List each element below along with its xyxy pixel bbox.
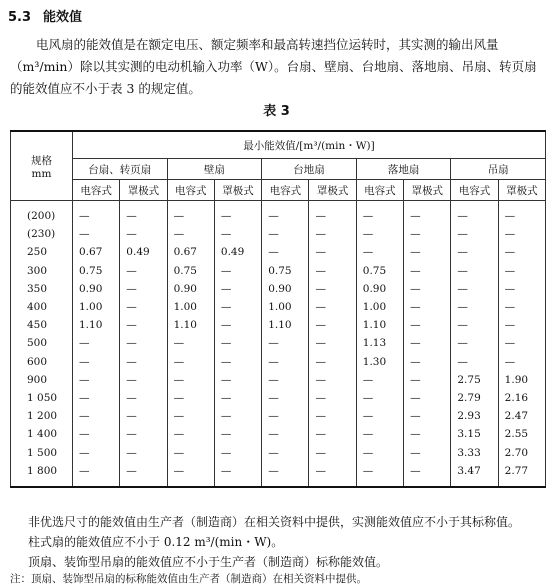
spec-header-cell [11,131,73,201]
value-cell: — [73,443,120,461]
value-cell: 2.47 [498,407,545,425]
value-cell: 0.75 [262,262,309,280]
spec-cell: 600 [11,353,73,371]
value-cell: 2.70 [498,443,545,461]
value-cell: — [404,425,451,443]
value-cell: — [262,425,309,443]
value-cell: 0.90 [167,280,214,298]
table-row [11,298,546,316]
fan-type-header: 壁扇 [167,159,262,180]
motor-type-header: 电容式 [167,180,214,201]
table-row [11,280,546,298]
value-cell: — [214,225,261,243]
table-row [11,389,546,407]
value-cell: — [309,316,356,334]
value-cell: — [309,425,356,443]
value-cell: — [356,201,403,226]
intro-paragraph [10,34,545,100]
table-row [11,225,546,243]
value-cell: — [120,443,167,461]
table-row [11,425,546,443]
value-cell: — [404,462,451,487]
value-cell: — [404,407,451,425]
value-cell: 1.30 [356,353,403,371]
value-cell: — [167,334,214,352]
value-cell: — [167,425,214,443]
motor-type-header: 罩极式 [120,180,167,201]
value-cell: — [262,334,309,352]
value-cell: — [120,371,167,389]
value-cell: — [451,262,498,280]
value-cell: — [309,243,356,261]
spec-cell: (200) [11,201,73,226]
value-cell: — [356,243,403,261]
value-cell: 0.49 [120,243,167,261]
fan-type-header: 吊扇 [451,159,546,180]
value-cell: 0.75 [356,262,403,280]
value-cell: 2.16 [498,389,545,407]
value-cell: 3.33 [451,443,498,461]
motor-type-header: 罩极式 [309,180,356,201]
value-cell: — [356,462,403,487]
value-cell: — [404,443,451,461]
value-cell: — [404,389,451,407]
value-cell: — [356,425,403,443]
note-line: 非优选尺寸的能效值由生产者（制造商）在相关资料中提供，实测能效值应不小于其标称值。 [28,515,521,529]
section-heading [8,6,82,25]
value-cell: — [404,243,451,261]
table-row [11,407,546,425]
value-cell: — [451,353,498,371]
value-cell: 1.00 [356,298,403,316]
value-cell: 1.00 [262,298,309,316]
value-cell: — [167,462,214,487]
value-cell: — [451,225,498,243]
value-cell: 1.13 [356,334,403,352]
value-cell: — [498,262,545,280]
value-cell: 0.90 [262,280,309,298]
value-cell: — [404,353,451,371]
motor-type-header: 电容式 [73,180,120,201]
value-cell: — [262,407,309,425]
value-cell: — [309,225,356,243]
motor-type-header: 罩极式 [404,180,451,201]
table-row [11,353,546,371]
value-cell: — [451,298,498,316]
value-cell: — [167,353,214,371]
value-cell: — [309,280,356,298]
fan-type-header: 台地扇 [262,159,357,180]
value-cell: — [120,262,167,280]
value-cell: — [404,371,451,389]
value-cell: — [73,407,120,425]
value-cell: — [309,298,356,316]
value-cell: 2.77 [498,462,545,487]
value-cell: — [73,334,120,352]
value-cell: — [451,280,498,298]
value-cell: — [262,225,309,243]
value-cell: — [214,280,261,298]
value-cell: — [498,201,545,226]
spec-cell: 350 [11,280,73,298]
spec-cell: 500 [11,334,73,352]
value-cell: — [404,316,451,334]
value-cell: — [498,280,545,298]
spec-cell: 900 [11,371,73,389]
motor-type-header: 电容式 [356,180,403,201]
value-cell: — [120,389,167,407]
value-cell: — [214,371,261,389]
value-cell: — [356,407,403,425]
fan-type-header: 台扇、转页扇 [73,159,168,180]
table-title: 表 3 [263,104,290,119]
value-cell: — [167,201,214,226]
value-cell: 1.10 [262,316,309,334]
intro-text: 电风扇的能效值是在额定电压、额定频率和最高转速挡位运转时，其实测的输出风量（m³/min）除以其实测的电动机输入功率（W）。台扇、壁扇、台地扇、落地扇、吊扇、转页扇的能效值应不小于表 3 的规定值。 [10,37,537,96]
motor-type-header: 电容式 [262,180,309,201]
value-cell: 2.75 [451,371,498,389]
value-cell: — [404,334,451,352]
section-title: 能效值 [43,10,83,25]
value-cell: — [356,443,403,461]
value-cell: — [451,316,498,334]
value-cell: — [309,262,356,280]
value-cell: — [73,462,120,487]
value-cell: 2.55 [498,425,545,443]
value-cell: — [73,225,120,243]
value-cell: — [73,425,120,443]
value-cell: — [262,201,309,226]
value-cell: 2.79 [451,389,498,407]
value-cell: — [167,443,214,461]
value-cell: — [262,462,309,487]
note-line: 顶扇、装饰型吊扇的能效值应不小于生产者（制造商）标称能效值。 [28,555,389,569]
table-row [11,462,546,487]
value-cell: — [309,462,356,487]
value-cell: — [309,443,356,461]
value-cell: — [214,298,261,316]
table-row [11,443,546,461]
value-cell: — [498,225,545,243]
spec-cell: 400 [11,298,73,316]
spec-cell: 300 [11,262,73,280]
value-cell: — [167,389,214,407]
value-cell: — [214,425,261,443]
fan-type-header: 落地扇 [356,159,451,180]
value-cell: — [214,462,261,487]
value-cell: 1.10 [356,316,403,334]
value-cell: — [262,443,309,461]
value-cell: 3.47 [451,462,498,487]
value-cell: — [309,389,356,407]
value-cell: — [214,316,261,334]
value-cell: 2.93 [451,407,498,425]
value-cell: — [214,334,261,352]
value-cell: — [73,353,120,371]
note-line: 柱式扇的能效值应不小于 0.12 m³/(min・W)。 [28,535,284,549]
value-cell: — [404,201,451,226]
value-cell: — [451,201,498,226]
spec-cell: 1 800 [11,462,73,487]
value-cell: — [309,407,356,425]
value-cell: — [262,371,309,389]
value-cell: 1.00 [73,298,120,316]
value-cell: — [120,462,167,487]
value-cell: — [120,334,167,352]
value-cell: — [356,225,403,243]
spec-cell: 1 050 [11,389,73,407]
value-cell: — [120,225,167,243]
value-cell: 1.90 [498,371,545,389]
group-header: 最小能效值/[m³/(min・W)] [73,131,546,159]
motor-type-header: 电容式 [451,180,498,201]
value-cell: — [120,407,167,425]
value-cell: — [498,316,545,334]
spec-header: 规格 [31,154,52,167]
value-cell: — [120,316,167,334]
section-number: 5.3 [8,10,32,25]
value-cell: 1.10 [167,316,214,334]
table-row [11,243,546,261]
efficiency-table [10,130,546,488]
value-cell: — [120,280,167,298]
value-cell: 0.67 [73,243,120,261]
value-cell: 1.00 [167,298,214,316]
value-cell: — [309,201,356,226]
value-cell: — [120,353,167,371]
value-cell: — [451,243,498,261]
value-cell: — [120,298,167,316]
value-cell: — [214,443,261,461]
motor-type-header: 罩极式 [214,180,261,201]
value-cell: — [498,243,545,261]
value-cell: 0.49 [214,243,261,261]
table-row [11,201,546,226]
table-row [11,371,546,389]
spec-cell: (230) [11,225,73,243]
value-cell: — [262,243,309,261]
spec-cell: 1 500 [11,443,73,461]
value-cell: — [120,201,167,226]
value-cell: — [214,201,261,226]
value-cell: — [498,353,545,371]
value-cell: — [356,389,403,407]
table-row [11,316,546,334]
value-cell: — [404,262,451,280]
value-cell: — [167,407,214,425]
value-cell: 3.15 [451,425,498,443]
value-cell: 1.10 [73,316,120,334]
value-cell: — [120,425,167,443]
value-cell: — [356,371,403,389]
table-row [11,334,546,352]
value-cell: — [404,298,451,316]
value-cell: — [404,280,451,298]
motor-type-header: 罩极式 [498,180,545,201]
value-cell: — [214,389,261,407]
value-cell: — [309,334,356,352]
value-cell: — [309,371,356,389]
value-cell: — [404,225,451,243]
notes [28,512,548,572]
value-cell: — [498,298,545,316]
value-cell: — [73,389,120,407]
spec-unit: mm [31,167,52,180]
value-cell: — [214,353,261,371]
value-cell: — [167,371,214,389]
value-cell: — [262,353,309,371]
spec-cell: 1 200 [11,407,73,425]
spec-cell: 250 [11,243,73,261]
value-cell: 0.90 [73,280,120,298]
spec-cell: 1 400 [11,425,73,443]
spec-cell: 450 [11,316,73,334]
value-cell: 0.75 [167,262,214,280]
value-cell: — [451,334,498,352]
value-cell: 0.90 [356,280,403,298]
footnote: 注：顶扇、装饰型吊扇的标称能效值由生产者（制造商）在相关资料中提供。 [10,573,367,585]
value-cell: — [498,334,545,352]
value-cell: — [309,353,356,371]
table-row [11,262,546,280]
value-cell: — [167,225,214,243]
value-cell: — [262,389,309,407]
value-cell: — [214,262,261,280]
value-cell: 0.75 [73,262,120,280]
value-cell: — [73,371,120,389]
value-cell: — [214,407,261,425]
value-cell: — [73,201,120,226]
value-cell: 0.67 [167,243,214,261]
